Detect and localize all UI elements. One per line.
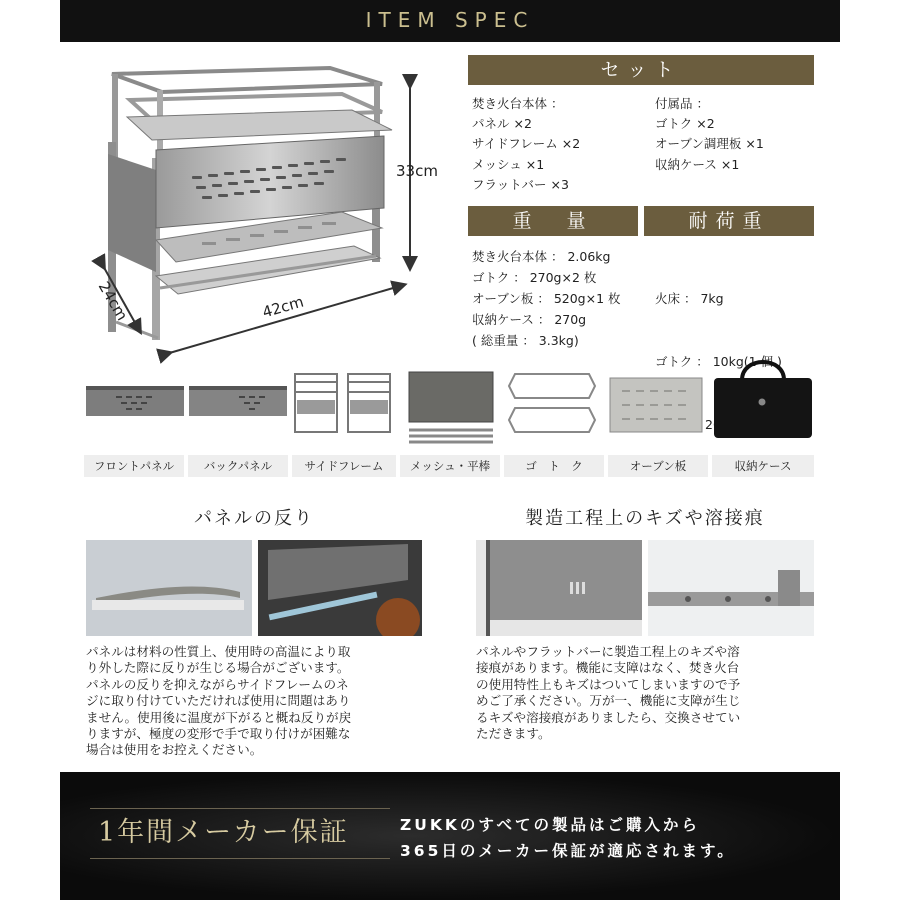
- weight-item: ( 総重量 ： 3.3kg): [472, 333, 579, 348]
- page-title: ITEM SPEC: [365, 8, 535, 32]
- set-right-list: [655, 94, 764, 175]
- note-line: 場合は使用をお控えください。: [86, 742, 263, 758]
- note-line: パネルやフラットバーに製造工程上のキズや溶: [476, 644, 740, 659]
- weight-item: ゴトク ： 270g×2 枚: [472, 270, 597, 285]
- gotoku-photo: [505, 372, 599, 436]
- part-label-front-panel: フロントパネル: [84, 455, 184, 477]
- load-item: ゴトク ： 10kg(1 個 ): [655, 354, 782, 369]
- header-bar: [60, 0, 840, 42]
- load-item: 火床 ： 7kg: [655, 291, 724, 306]
- back-panel-photo: [189, 386, 287, 416]
- set-heading: セット: [468, 55, 814, 85]
- part-label-oven-plate: オーブン板: [608, 455, 708, 477]
- panel-warp-photo-2: [258, 540, 422, 636]
- set-item: パネル ×2: [472, 116, 532, 132]
- width-dimension: 42cm: [260, 292, 306, 322]
- note-line: ただきます。: [476, 726, 551, 742]
- note-line: ません。使用後に温度が下がると概ね反りが戻: [86, 709, 352, 725]
- note-line: の使用特性上もキズはついてしまいますので予: [476, 676, 741, 692]
- part-label-case: 収納ケース: [712, 455, 814, 477]
- weight-item: 収納ケース ： 270g: [472, 312, 587, 327]
- weight-item: オーブン板 ： 520g×1 枚: [472, 291, 621, 306]
- flaws-photo-2: [648, 540, 814, 636]
- warranty-line-1: ZUKKのすべての製品はご購入から: [400, 816, 701, 834]
- set-item: メッシュ ×1: [472, 156, 545, 172]
- part-label-gotoku: ゴ ト ク: [504, 455, 604, 477]
- note-line: ジに取り付けていただければ使用に問題はあり: [86, 693, 351, 709]
- panel-warp-title: パネルの反り: [194, 508, 314, 529]
- set-left-list: [472, 94, 580, 195]
- set-item: フラットバー ×3: [472, 176, 569, 192]
- panel-warp-photo-1: [86, 540, 252, 636]
- storage-case-photo: [712, 352, 814, 440]
- mesh-flatbar-photo: [405, 370, 497, 446]
- warranty-rule-bottom: [90, 858, 390, 859]
- warranty-footer: [60, 772, 840, 900]
- set-item: サイドフレーム ×2: [472, 136, 581, 152]
- warranty-line-2: 365日のメーカー保証が適応されます。: [400, 842, 736, 860]
- warranty-description: [400, 812, 736, 864]
- depth-dimension: 24cm: [94, 278, 132, 324]
- note-line: めご了承ください。万が一、機能に支障が生じ: [476, 693, 741, 709]
- part-label-side-frame: サイドフレーム: [292, 455, 396, 477]
- weight-heading: 重 量: [468, 206, 638, 236]
- front-panel-photo: [86, 386, 184, 416]
- note-line: りますが、極度の変形で手で取り付けが困難な: [86, 726, 351, 742]
- note-line: 接痕があります。機能に支障はなく、焚き火台: [476, 660, 740, 676]
- accessory-item: ゴトク ×2: [655, 116, 715, 132]
- set-item: 焚き火台本体 ：: [472, 96, 564, 111]
- oven-plate-photo: [608, 376, 704, 434]
- note-line: り外した際に反りが生じる場合がございます。: [86, 660, 350, 676]
- flaws-photo-1: [476, 540, 642, 636]
- note-line: るキズや溶接痕がありましたら、交換させてい: [476, 709, 741, 725]
- part-label-mesh: メッシュ・平棒: [400, 455, 500, 477]
- warranty-title: 1年間メーカー保証: [98, 817, 349, 848]
- note-line: パネルは材料の性質上、使用時の高温により取: [86, 644, 351, 659]
- note-line: パネルの反りを抑えながらサイドフレームのネ: [86, 676, 349, 692]
- height-dimension: 33cm: [396, 162, 438, 180]
- weight-list: [472, 246, 621, 351]
- flaws-text: [476, 644, 814, 742]
- dimension-arrows: [80, 70, 460, 370]
- warranty-rule-top: [90, 808, 390, 809]
- panel-warp-text: [86, 644, 424, 759]
- load-heading: 耐荷重: [644, 206, 814, 236]
- accessory-item: 収納ケース ×1: [655, 156, 740, 172]
- accessory-item: オーブン調理板 ×1: [655, 136, 764, 152]
- accessory-item: 付属品 ：: [655, 96, 709, 111]
- weight-item: 焚き火台本体 ： 2.06kg: [472, 249, 611, 264]
- side-frame-photo: [292, 370, 394, 436]
- flaws-title: 製造工程上のキズや溶接痕: [525, 508, 765, 529]
- part-label-back-panel: バックパネル: [188, 455, 288, 477]
